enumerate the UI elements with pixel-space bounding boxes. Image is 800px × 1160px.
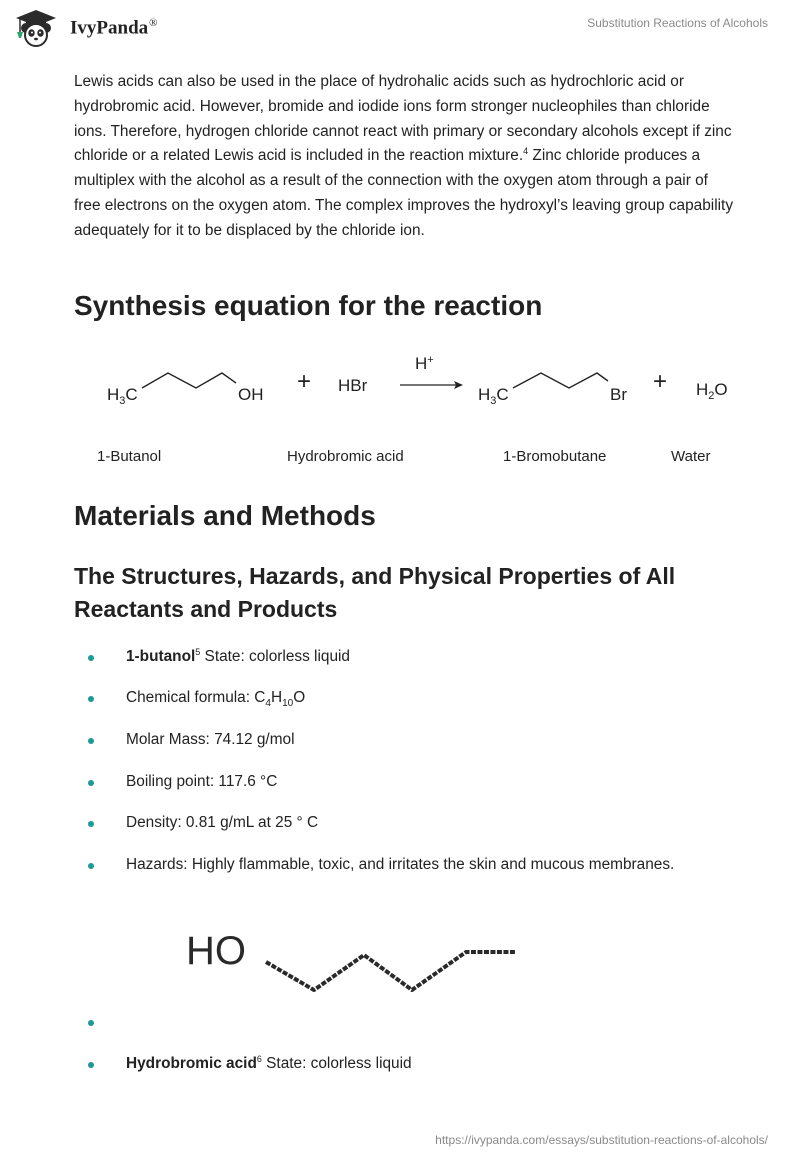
bullet-icon	[88, 780, 94, 786]
footnote-ref[interactable]: 4	[523, 146, 529, 157]
label-bromobutane: 1-Bromobutane	[503, 448, 607, 465]
svg-text:+: +	[297, 368, 312, 395]
footnote-ref[interactable]: 5	[195, 646, 201, 657]
page-header	[0, 0, 800, 50]
bullet-icon	[88, 1062, 94, 1068]
svg-text:+: +	[653, 368, 668, 395]
svg-text:HBr: HBr	[338, 376, 368, 395]
bullet-icon	[88, 655, 94, 661]
bullet-icon	[88, 696, 94, 702]
svg-text:H3C: $H_3C$	[107, 385, 138, 407]
svg-text:H+: H+	[415, 354, 434, 373]
structures-heading: The Structures, Hazards, and Physical Properties of All Reactants and Products	[74, 563, 676, 622]
intro-paragraph: Lewis acids can also be used in the place of hydrohalic acids such as hydrochloric acid or hydrobromic acid. However, bromide and iodide ions form stronger nucleophiles than chloride ions. Therefore, hydrogen chloride cannot react with primary or secondary alcohols except if zinc chloride or a related Lewis acid is included in the reaction mixture.$^4$ Zinc chloride produces a multiplex with the alcohol as a result of the connection with the oxygen atom through a pair of free electrons on the oxygen atom. The complex improves the hydroxyl’s leaving group capability adequately for it to be displaced by the chloride ion.	[74, 73, 734, 239]
bullet-icon	[88, 863, 94, 869]
label-butanol: 1-Butanol	[97, 448, 162, 465]
materials-heading: Materials and Methods	[74, 500, 376, 531]
synthesis-heading: Synthesis equation for the reaction	[74, 290, 543, 321]
svg-text:H2O: $H_2O$	[696, 380, 728, 402]
reaction-equation	[0, 345, 800, 475]
panda-graduation-cap-icon	[12, 8, 64, 48]
svg-text:H3C: $H_3C$	[478, 385, 509, 407]
footnote-ref[interactable]: 6	[256, 1053, 262, 1064]
svg-text:OH: OH	[238, 385, 264, 404]
bullet-icon	[88, 738, 94, 744]
document-title: Substitution Reactions of Alcohols	[587, 16, 768, 30]
svg-text:HO: HO	[186, 929, 246, 973]
butanol-structure-image	[186, 922, 526, 1000]
brand-name: IvyPanda®	[70, 17, 158, 39]
label-hbr: Hydrobromic acid	[287, 448, 404, 465]
source-url[interactable]: https://ivypanda.com/essays/substitution-reactions-of-alcohols/	[435, 1133, 768, 1147]
label-water: Water	[671, 448, 711, 465]
bullet-icon	[88, 821, 94, 827]
bullet-icon	[88, 1020, 94, 1026]
brand-logo[interactable]	[12, 8, 158, 48]
svg-text:Br: Br	[610, 385, 627, 404]
